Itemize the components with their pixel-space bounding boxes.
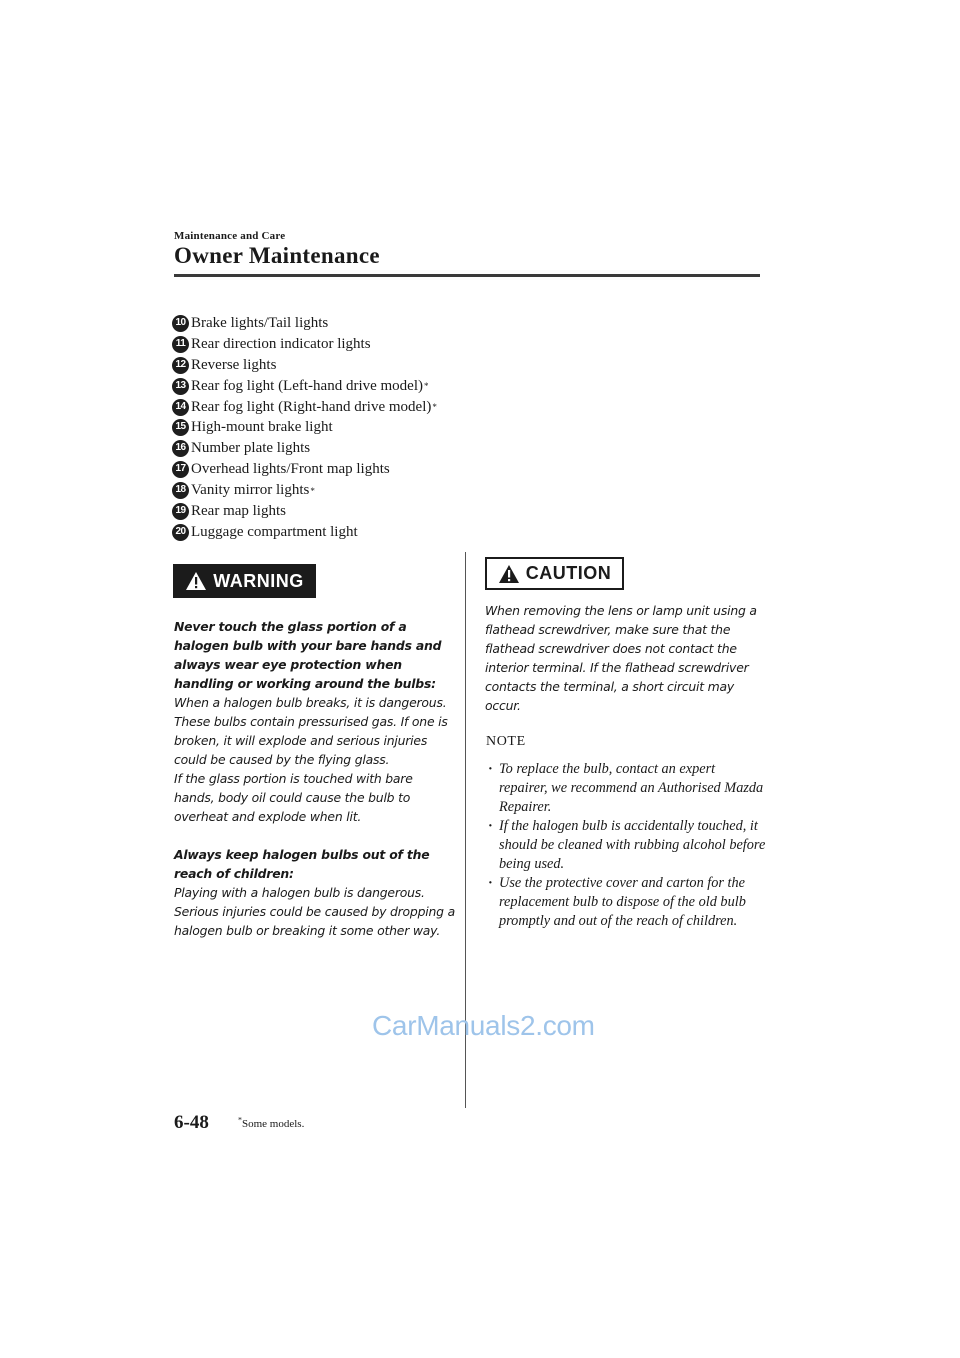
watermark: CarManuals2.com bbox=[372, 1010, 595, 1041]
light-item bbox=[172, 459, 437, 480]
bullet-icon: · bbox=[488, 875, 493, 891]
note-text: Use the protective cover and carton for the replacement bulb to dispose of the old bulb promptly and out of the reach of children. bbox=[499, 875, 746, 929]
title-rule bbox=[174, 274, 760, 277]
light-item: 13 Rear fog light (Left-hand drive model) * bbox=[172, 376, 437, 397]
light-item bbox=[172, 334, 437, 355]
note-label: NOTE bbox=[486, 734, 526, 749]
caution-triangle-icon bbox=[498, 564, 520, 584]
number-badge: 13 bbox=[172, 378, 189, 395]
warning-body-1a: When a halogen bulb breaks, it is dangerous. These bulbs contain pressurised gas. If one is broken, it will explode and serious injuries could be caused by the flying glass. bbox=[174, 695, 448, 767]
light-label: Rear fog light (Left-hand drive model) bbox=[191, 377, 424, 394]
footnote bbox=[238, 1115, 305, 1130]
number-badge: 18 bbox=[172, 482, 189, 499]
light-item bbox=[172, 313, 437, 334]
section-label: Maintenance and Care bbox=[174, 230, 286, 242]
light-item bbox=[172, 501, 437, 522]
note-item bbox=[486, 874, 766, 931]
number-badge: 11 bbox=[172, 336, 189, 353]
footnote-mark: * bbox=[238, 1115, 242, 1125]
light-label: Reverse lights bbox=[191, 356, 277, 373]
warning-text bbox=[174, 617, 456, 940]
number-badge: 20 bbox=[172, 524, 189, 541]
bullet-icon: · bbox=[488, 818, 493, 834]
warning-heading-1: Never touch the glass portion of a halogen bulb with your bare hands and always wear eye protection when handling or working around the bulbs: bbox=[174, 619, 442, 691]
light-list bbox=[172, 313, 437, 543]
caution-text: When removing the lens or lamp unit using a flathead screwdriver, make sure that the flathead screwdriver does not contact the interior terminal. If the flathead screwdriver contacts the terminal, a short circuit may occur. bbox=[485, 603, 757, 713]
page-number: 6-48 bbox=[174, 1112, 209, 1133]
light-item bbox=[172, 522, 437, 543]
light-item bbox=[172, 417, 437, 438]
number-badge: 14 bbox=[172, 399, 189, 416]
warning-body-2: Playing with a halogen bulb is dangerous. Serious injuries could be caused by dropping a halogen bulb or breaking it some other way. bbox=[174, 885, 455, 938]
note-list bbox=[486, 760, 766, 931]
light-label: Number plate lights bbox=[191, 440, 311, 457]
number-badge: 15 bbox=[172, 419, 189, 436]
caution-label: CAUTION bbox=[525, 563, 612, 583]
number-badge: 10 bbox=[172, 315, 189, 332]
number-badge: 19 bbox=[172, 503, 189, 520]
warning-triangle-icon bbox=[185, 571, 207, 591]
caution-badge bbox=[485, 557, 624, 590]
light-item bbox=[172, 438, 437, 459]
note-item bbox=[486, 817, 766, 874]
page-title: Owner Maintenance bbox=[174, 243, 380, 268]
number-badge: 12 bbox=[172, 357, 189, 374]
warning-label: WARNING bbox=[213, 570, 304, 591]
bullet-icon: · bbox=[488, 761, 493, 777]
light-label: Vanity mirror lights bbox=[191, 482, 310, 499]
note-item bbox=[486, 760, 766, 817]
warning-badge bbox=[173, 564, 316, 598]
footnote-text: Some models. bbox=[242, 1118, 305, 1130]
note-text: To replace the bulb, contact an expert repairer, we recommend an Authorised Mazda Repairer. bbox=[499, 761, 764, 815]
light-label: Rear fog light (Right-hand drive model) bbox=[191, 398, 432, 415]
light-item: 14 Rear fog light (Right-hand drive model) * bbox=[172, 397, 437, 418]
light-item bbox=[172, 355, 437, 376]
light-label: Luggage compartment light bbox=[191, 523, 358, 540]
light-label: Overhead lights/Front map lights bbox=[191, 461, 390, 478]
warning-body-1b: If the glass portion is touched with bare hands, body oil could cause the bulb to overheat and explode when lit. bbox=[174, 771, 413, 824]
warning-heading-2: Always keep halogen bulbs out of the reach of children: bbox=[174, 847, 430, 881]
light-label: Brake lights/Tail lights bbox=[191, 315, 329, 331]
number-badge: 16 bbox=[172, 440, 189, 457]
number-badge: 17 bbox=[172, 461, 189, 478]
light-item: 18 Vanity mirror lights * bbox=[172, 480, 437, 501]
light-label: Rear map lights bbox=[191, 503, 286, 520]
note-text: If the halogen bulb is accidentally touched, it should be cleaned with rubbing alcohol before being used. bbox=[499, 818, 766, 872]
light-label: High-mount brake light bbox=[191, 419, 333, 436]
light-label: Rear direction indicator lights bbox=[191, 335, 371, 352]
